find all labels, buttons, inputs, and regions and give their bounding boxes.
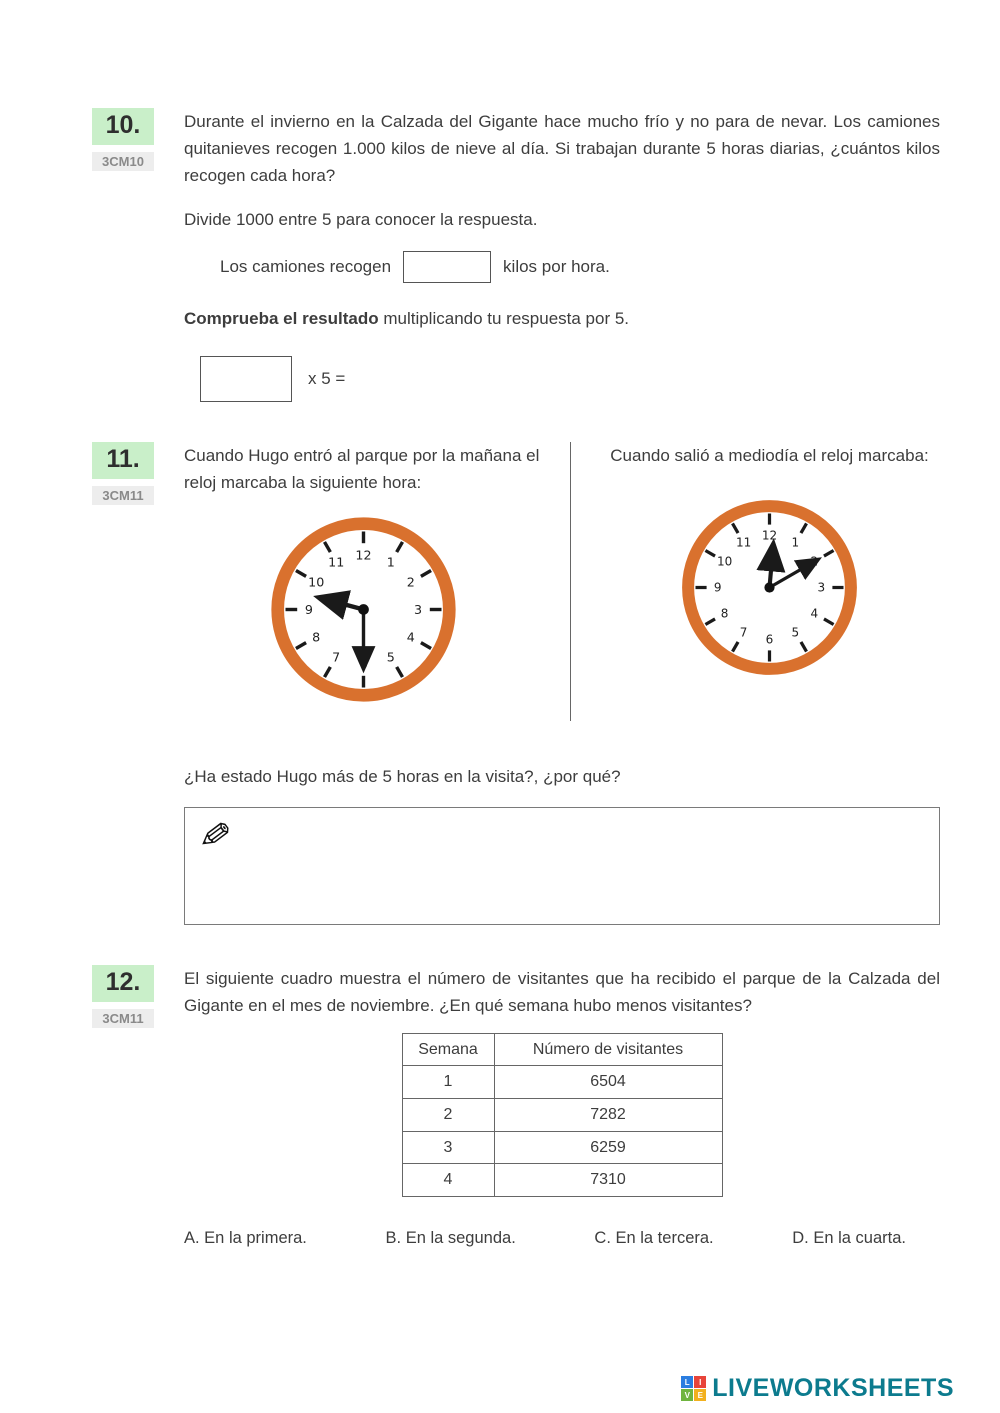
table-cell-week: 2 xyxy=(402,1099,494,1132)
answer-suffix-label: kilos por hora. xyxy=(503,257,610,277)
table-cell-week: 4 xyxy=(402,1164,494,1197)
svg-text:4: 4 xyxy=(406,629,415,645)
svg-text:1: 1 xyxy=(386,555,395,571)
visitors-table xyxy=(402,1033,723,1197)
exercise-12-number: 12. xyxy=(92,965,154,1002)
option-c[interactable]: C. En la tercera. xyxy=(594,1228,714,1247)
svg-text:8: 8 xyxy=(311,629,320,645)
option-a[interactable]: A. En la primera. xyxy=(184,1228,307,1247)
svg-text:2: 2 xyxy=(406,575,415,591)
table-row xyxy=(402,1131,722,1164)
logo-square: I xyxy=(694,1376,706,1388)
svg-text:4: 4 xyxy=(810,606,819,621)
exercise-10-check-expression xyxy=(200,356,940,402)
exercise-12-badge-column xyxy=(92,965,156,1252)
table-header-visitantes: Número de visitantes xyxy=(494,1033,722,1066)
answer-prefix-label: Los camiones recogen xyxy=(220,257,392,277)
exercise-10-content xyxy=(184,108,940,402)
svg-text:12: 12 xyxy=(761,528,778,543)
exercise-11-badge-column xyxy=(92,442,156,925)
check-rest-label: multiplicando tu respuesta por 5. xyxy=(378,308,630,328)
exercise-10-number: 10. xyxy=(92,108,154,145)
svg-text:10: 10 xyxy=(307,575,324,591)
svg-text:3: 3 xyxy=(817,580,826,595)
check-result-input[interactable] xyxy=(200,356,292,402)
exercise-12-content xyxy=(184,965,940,1252)
exercise-11-right-text: Cuando salió a mediodía el reloj marcaba: xyxy=(610,445,929,465)
svg-text:9: 9 xyxy=(713,580,722,595)
exercise-11-question: ¿Ha estado Hugo más de 5 horas en la visita?, ¿por qué? xyxy=(184,767,621,787)
exercise-11-content xyxy=(184,442,940,925)
logo-square: E xyxy=(694,1389,706,1401)
exercise-10-hint: Divide 1000 entre 5 para conocer la respuesta. xyxy=(184,209,538,229)
table-header-semana: Semana xyxy=(402,1033,494,1066)
svg-text:6: 6 xyxy=(765,632,774,647)
logo-square: V xyxy=(681,1389,693,1401)
exercise-10-badge-column xyxy=(92,108,156,402)
exercise-11-left-text: Cuando Hugo entró al parque por la mañana el reloj marcaba la siguiente hora: xyxy=(184,445,540,493)
svg-text:3: 3 xyxy=(413,602,422,618)
free-answer-box[interactable] xyxy=(184,807,940,925)
exit-clock xyxy=(677,495,862,680)
table-cell-visitors: 6259 xyxy=(494,1131,722,1164)
svg-text:11: 11 xyxy=(735,535,752,550)
exercise-11-columns xyxy=(184,442,940,721)
table-row xyxy=(402,1066,722,1099)
option-b[interactable]: B. En la segunda. xyxy=(385,1228,516,1247)
svg-text:7: 7 xyxy=(739,625,748,640)
brand-text: LIVEWORKSHEETS xyxy=(712,1374,954,1402)
exercise-11-number: 11. xyxy=(92,442,154,479)
table-header-row xyxy=(402,1033,722,1066)
exercise-10-statement: Durante el invierno en la Calzada del Gigante hace mucho frío y no para de nevar. Los camiones quitanieves recogen 1.000 kilos de nieve al día. Si trabajan durante 5 horas diarias, ¿cuántos kilos recogen cada hora? xyxy=(184,112,940,186)
svg-text:11: 11 xyxy=(327,555,344,571)
table-cell-visitors: 6504 xyxy=(494,1066,722,1099)
svg-text:8: 8 xyxy=(720,606,729,621)
option-d[interactable]: D. En la cuarta. xyxy=(792,1228,906,1247)
exercise-11-left-column xyxy=(184,442,571,721)
kilos-per-hour-input[interactable] xyxy=(403,251,491,283)
exercise-12-statement: El siguiente cuadro muestra el número de visitantes que ha recibido el parque de la Calzada del Gigante en el mes de noviembre. ¿En qué semana hubo menos visitantes? xyxy=(184,968,940,1015)
table-row xyxy=(402,1099,722,1132)
exercise-11 xyxy=(92,442,940,925)
answer-options xyxy=(184,1225,940,1251)
exercise-10-check-line xyxy=(184,305,940,332)
svg-text:12: 12 xyxy=(354,547,372,563)
liveworksheets-logo[interactable] xyxy=(681,1374,954,1403)
table-cell-week: 3 xyxy=(402,1131,494,1164)
svg-text:5: 5 xyxy=(386,649,395,665)
exercise-12 xyxy=(92,965,940,1252)
footer xyxy=(681,1374,954,1403)
table-cell-visitors: 7310 xyxy=(494,1164,722,1197)
pencil-icon: ✎ xyxy=(196,813,234,860)
svg-text:10: 10 xyxy=(717,554,733,569)
entry-clock xyxy=(266,512,461,707)
table-cell-visitors: 7282 xyxy=(494,1099,722,1132)
exercise-10-code: 3CM10 xyxy=(92,152,154,171)
exercise-10 xyxy=(92,108,940,402)
exercise-11-code: 3CM11 xyxy=(92,486,154,505)
table-cell-week: 1 xyxy=(402,1066,494,1099)
exercise-10-answer-line xyxy=(220,251,940,283)
check-bold-label: Comprueba el resultado xyxy=(184,308,379,328)
table-row xyxy=(402,1164,722,1197)
svg-text:7: 7 xyxy=(331,649,340,665)
svg-text:5: 5 xyxy=(791,625,800,640)
svg-text:6: 6 xyxy=(358,656,368,672)
svg-text:1: 1 xyxy=(791,535,800,550)
check-expression-label: x 5 = xyxy=(308,369,346,389)
logo-square: L xyxy=(681,1376,693,1388)
svg-text:9: 9 xyxy=(304,602,313,618)
svg-text:2: 2 xyxy=(810,554,819,569)
exercise-12-code: 3CM11 xyxy=(92,1009,154,1028)
exercise-11-right-column xyxy=(571,442,940,721)
liveworksheets-icon xyxy=(681,1376,706,1401)
